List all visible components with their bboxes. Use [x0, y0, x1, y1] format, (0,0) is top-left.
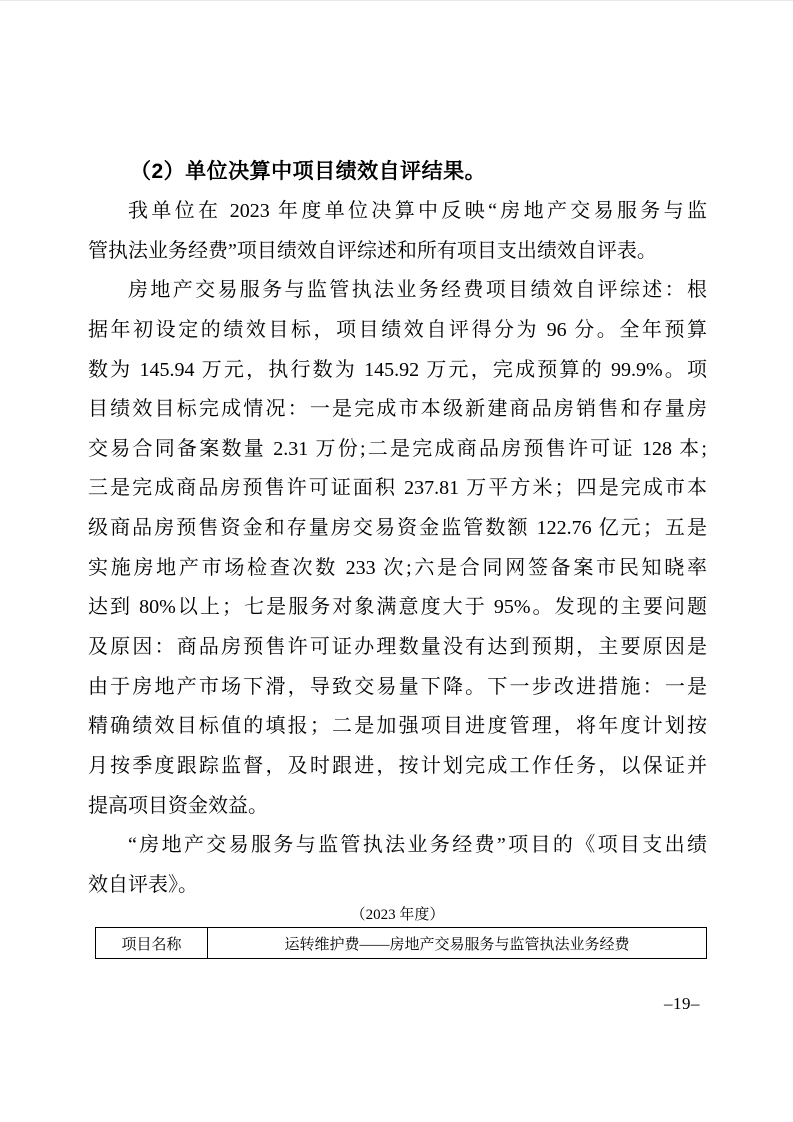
table-row — [96, 928, 707, 959]
project-table — [95, 927, 707, 959]
section-heading: （2）单位决算中项目绩效自评结果。 — [130, 160, 487, 183]
project-table-body — [96, 928, 707, 959]
body-line: 月按季度跟踪监督，及时跟进，按计划完成工作任务，以保证并 — [88, 754, 707, 777]
body-line: 房地产交易服务与监管执法业务经费项目绩效自评综述：根 — [128, 279, 707, 302]
body-line: 由于房地产市场下滑，导致交易量下降。下一步改进措施：一是 — [88, 675, 707, 698]
body-line: 实施房地产市场检查次数 233 次;六是合同网签备案市民知晓率 — [88, 556, 707, 579]
body-lines — [88, 192, 707, 906]
body-line: 管执法业务经费”项目绩效自评综述和所有项目支出绩效自评表。 — [88, 239, 657, 262]
table-cell-value: 运转维护费——房地产交易服务与监管执法业务经费 — [208, 928, 707, 959]
body-line: 目绩效目标完成情况：一是完成市本级新建商品房销售和存量房 — [88, 398, 707, 421]
body-line: 据年初设定的绩效目标，项目绩效自评得分为 96 分。全年预算 — [88, 318, 707, 341]
document-body — [88, 152, 707, 959]
page-number: –19– — [664, 994, 700, 1013]
body-line: 交易合同备案数量 2.31 万份;二是完成商品房预售许可证 128 本; — [88, 437, 707, 460]
table-caption: （2023 年度） — [350, 907, 445, 924]
body-line: 精确绩效目标值的填报；二是加强项目进度管理，将年度计划按 — [88, 715, 707, 738]
table-cell-label: 项目名称 — [96, 928, 208, 959]
body-line: 三是完成商品房预售许可证面积 237.81 万平方米；四是完成市本 — [88, 477, 707, 500]
body-line: 效自评表》。 — [88, 873, 198, 896]
body-line: 级商品房预售资金和存量房交易资金监管数额 122.76 亿元；五是 — [88, 517, 707, 540]
body-line: 我单位在 2023 年度单位决算中反映“房地产交易服务与监 — [128, 200, 707, 222]
body-line: 及原因：商品房预售许可证办理数量没有达到预期，主要原因是 — [88, 636, 707, 659]
body-line: “房地产交易服务与监管执法业务经费”项目的《项目支出绩 — [128, 834, 707, 857]
body-line: 数为 145.94 万元，执行数为 145.92 万元，完成预算的 99.9%。项 — [88, 358, 707, 381]
body-line: 提高项目资金效益。 — [88, 794, 268, 817]
body-line: 达到 80%以上；七是服务对象满意度大于 95%。发现的主要问题 — [88, 596, 707, 619]
